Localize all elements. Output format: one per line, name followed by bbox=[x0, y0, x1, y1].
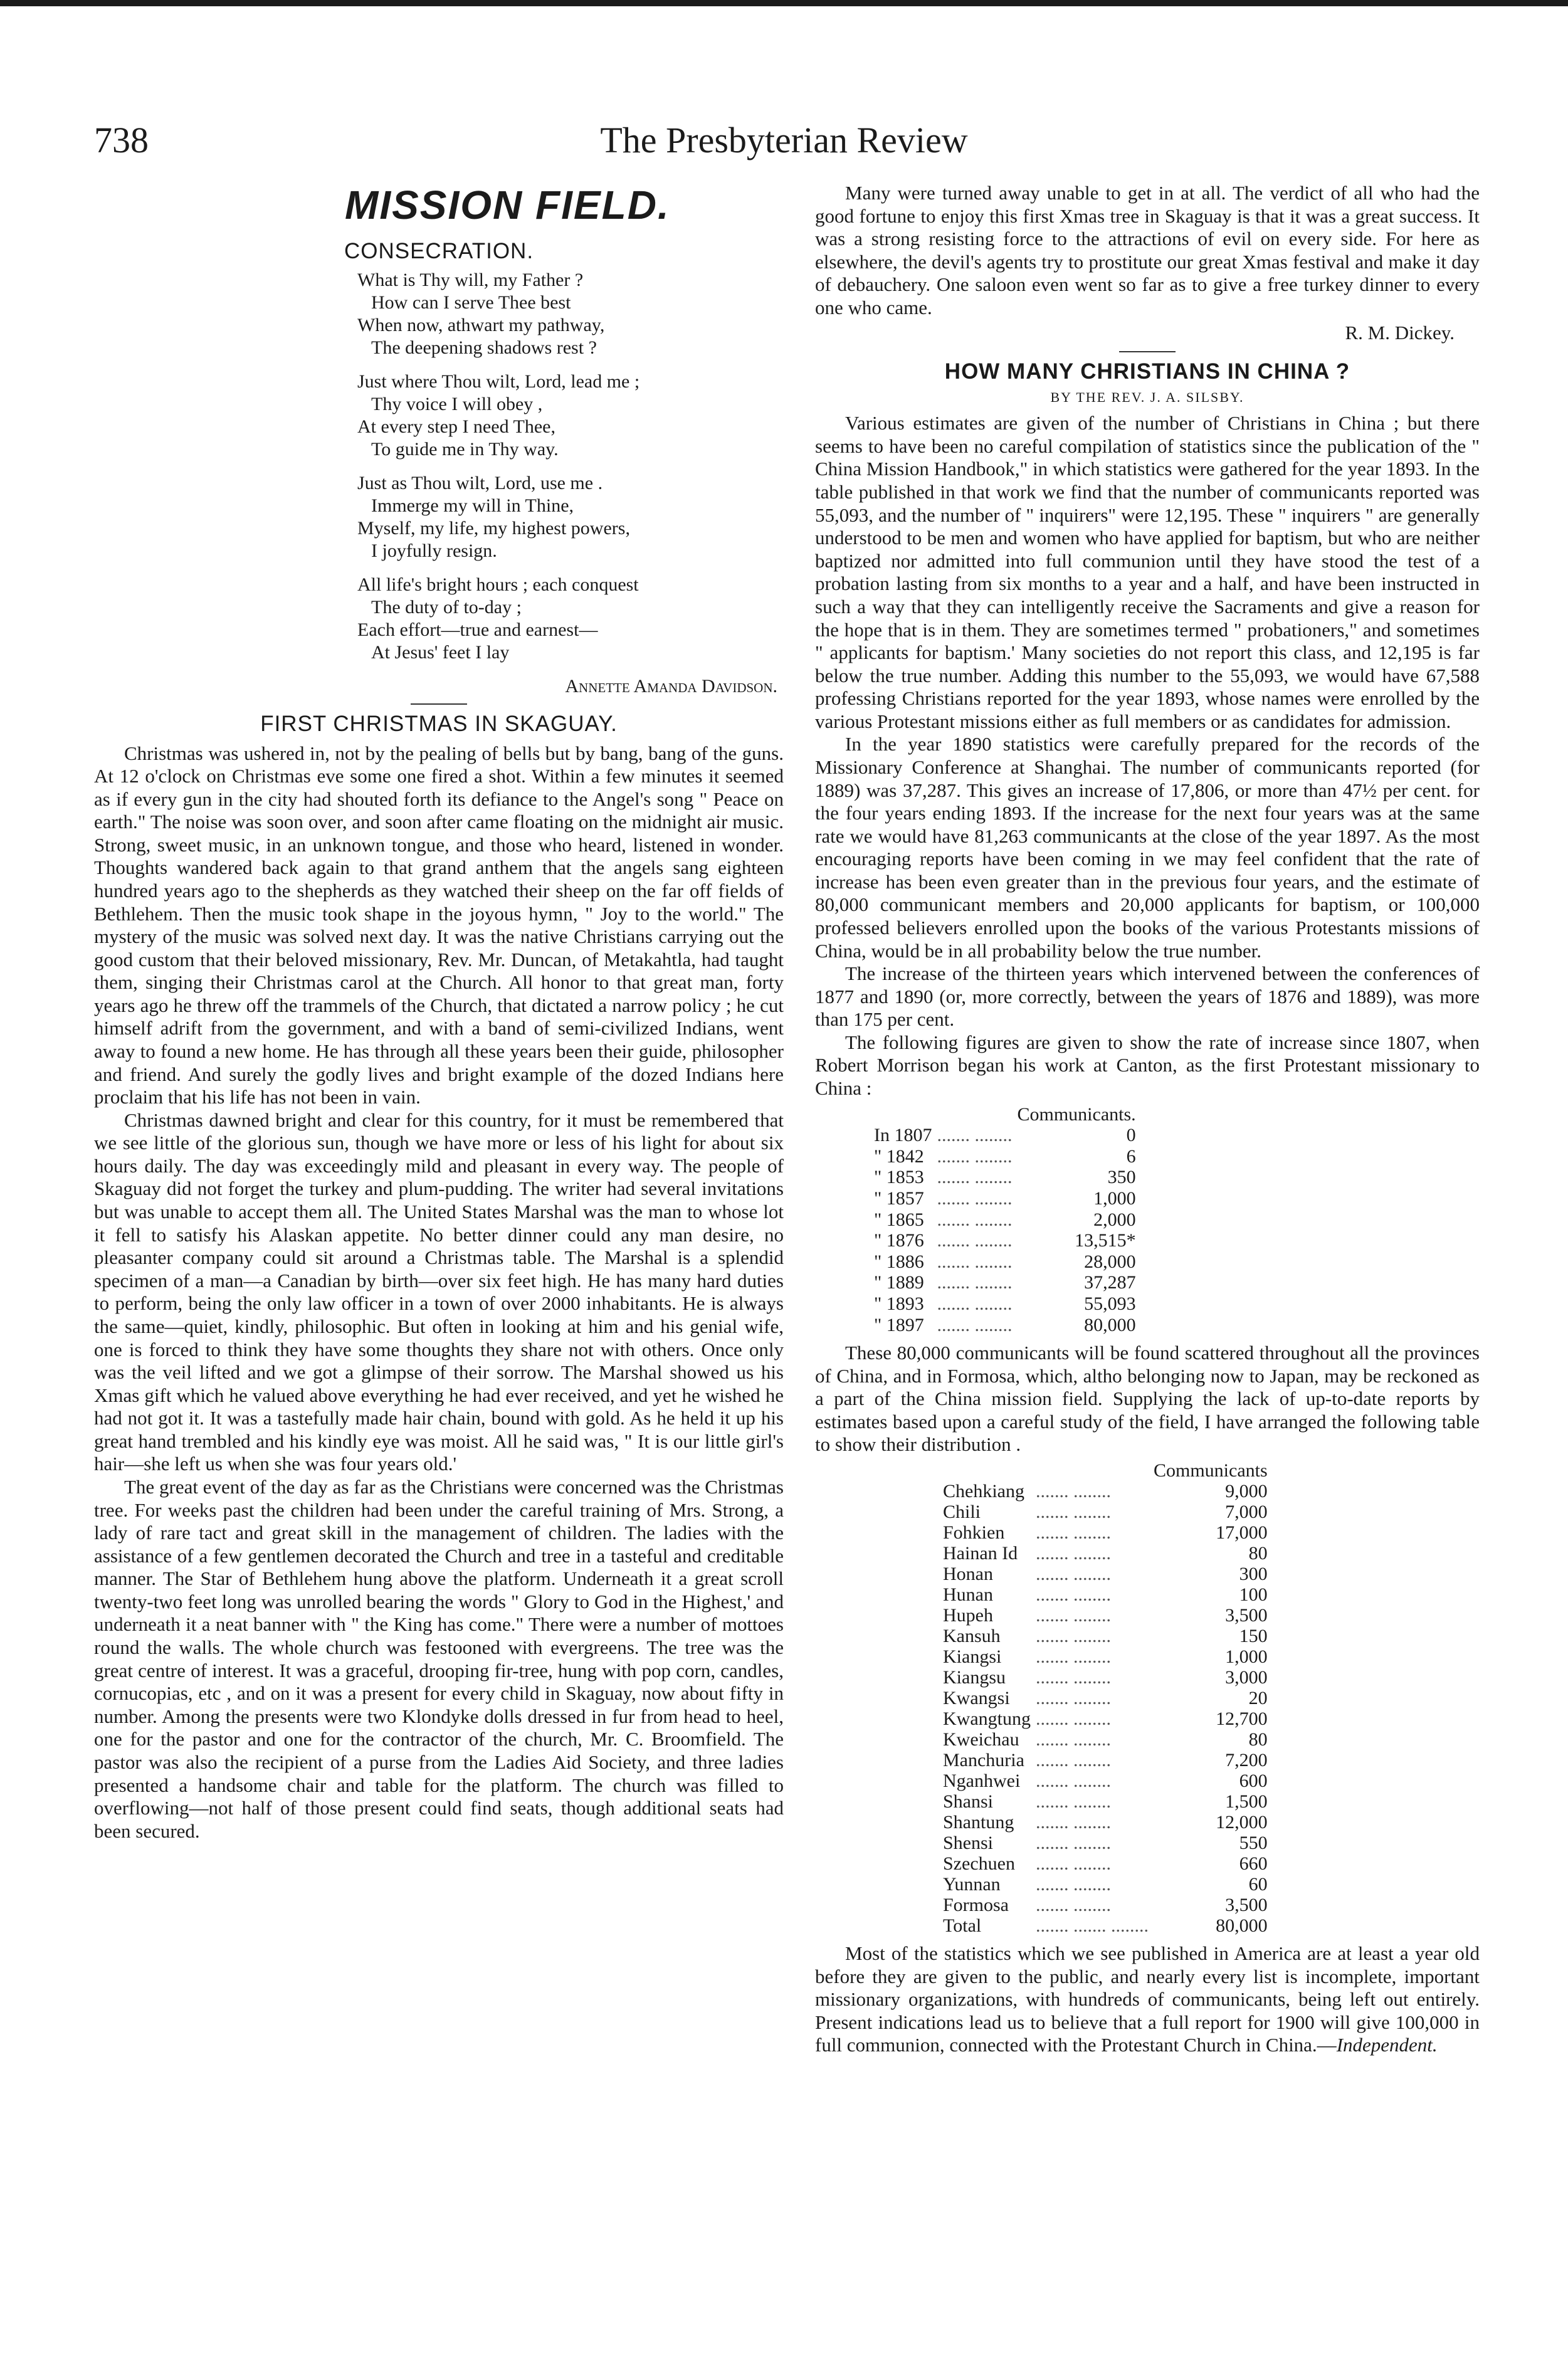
row-value: 3,000 bbox=[1225, 1667, 1268, 1688]
distribution-table bbox=[940, 1460, 1270, 1936]
leader-dots: ....... ........ bbox=[937, 1314, 1013, 1335]
table-row bbox=[940, 1750, 1270, 1771]
poem-line: What is Thy will, my Father ? bbox=[357, 269, 584, 290]
distribution-table-body bbox=[940, 1481, 1270, 1915]
row-value: 150 bbox=[1239, 1626, 1268, 1647]
table-row bbox=[940, 1564, 1270, 1584]
left-column bbox=[94, 182, 784, 1843]
poem-line: Just as Thou wilt, Lord, use me . bbox=[357, 472, 603, 493]
row-label: " 1876 bbox=[874, 1230, 924, 1251]
row-label: " 1853 bbox=[874, 1167, 924, 1188]
article-byline: BY THE REV. J. A. SILSBY. bbox=[1050, 389, 1244, 406]
leader-dots: ....... ........ bbox=[1035, 1729, 1111, 1750]
poem-line: To guide me in Thy way. bbox=[371, 438, 559, 460]
row-label: Manchuria bbox=[943, 1750, 1024, 1771]
poem-line: At every step I need Thee, bbox=[357, 416, 555, 437]
row-value: 3,500 bbox=[1225, 1895, 1268, 1916]
leader-dots: ....... ........ bbox=[1035, 1584, 1111, 1606]
leader-dots: ....... ........ bbox=[1035, 1750, 1111, 1771]
total-row bbox=[940, 1915, 1270, 1936]
table-row bbox=[940, 1481, 1270, 1502]
divider bbox=[1119, 351, 1176, 352]
leader-dots: ....... ........ bbox=[1035, 1812, 1111, 1833]
table-header: Communicants. bbox=[1017, 1103, 1136, 1125]
row-label: Kiangsi bbox=[943, 1646, 1002, 1668]
row-value: 55,093 bbox=[1084, 1293, 1136, 1314]
row-value: 0 bbox=[1126, 1125, 1136, 1146]
leader-dots: ....... ........ bbox=[1035, 1688, 1111, 1709]
leader-dots: ....... ........ bbox=[1035, 1564, 1111, 1585]
row-value: 550 bbox=[1239, 1833, 1268, 1854]
row-value: 28,000 bbox=[1084, 1251, 1136, 1272]
poem-title: CONSECRATION. bbox=[344, 238, 534, 263]
poem-line: The deepening shadows rest ? bbox=[371, 337, 597, 358]
poem-stanza bbox=[357, 472, 784, 562]
row-value: 1,500 bbox=[1225, 1791, 1268, 1813]
poem-line: The duty of to-day ; bbox=[371, 596, 522, 618]
leader-dots: ....... ....... ........ bbox=[1035, 1915, 1149, 1937]
row-value: 9,000 bbox=[1225, 1481, 1268, 1502]
poem-line: Each effort—true and earnest— bbox=[357, 619, 598, 640]
leader-dots: ....... ........ bbox=[1035, 1626, 1111, 1647]
leader-dots: ....... ........ bbox=[1035, 1481, 1111, 1502]
table-header-row bbox=[940, 1460, 1270, 1481]
article-title: FIRST CHRISTMAS IN SKAGUAY. bbox=[260, 712, 618, 737]
row-value: 100 bbox=[1239, 1584, 1268, 1606]
leader-dots: ....... ........ bbox=[1035, 1833, 1111, 1854]
divider bbox=[411, 703, 467, 705]
table-row bbox=[940, 1895, 1270, 1915]
row-label: Chehkiang bbox=[943, 1481, 1024, 1502]
poem-line: Thy voice I will obey , bbox=[371, 393, 543, 414]
row-value: 60 bbox=[1248, 1874, 1268, 1895]
poem-line: How can I serve Thee best bbox=[371, 292, 571, 313]
row-value: 80,000 bbox=[1084, 1314, 1136, 1335]
row-label: Formosa bbox=[943, 1895, 1009, 1916]
poem-line: I joyfully resign. bbox=[371, 540, 497, 561]
leader-dots: ....... ........ bbox=[937, 1272, 1013, 1293]
leader-dots: ....... ........ bbox=[937, 1230, 1013, 1251]
row-label: Fohkien bbox=[943, 1522, 1005, 1544]
table-row bbox=[940, 1771, 1270, 1791]
table-row bbox=[871, 1293, 1139, 1315]
leader-dots: ....... ........ bbox=[1035, 1522, 1111, 1544]
final-paragraph-text: Most of the statistics which we see published in America are at least a year old before they are given to the public, and nearly every list is incomplete, important missionary organizations, with hundreds of communicants, being left out entirely. Present indications lead us to believe that a full report for 1900 will give 100,000 in full communion, connected with the Protestant Church in China.— bbox=[815, 1942, 1480, 2056]
table-row bbox=[940, 1833, 1270, 1853]
article-paragraph bbox=[815, 1942, 1480, 2057]
article-paragraph: The great event of the day as far as the Christians were concerned was the Christmas tree. For weeks past the children had been under the careful training of Mrs. Strong, a lady of rare tact and great skill in the management of children. The ladies with the assistance of a few gentlemen decorated the Church and tree in a tasteful and creditable manner. The Star of Bethlehem hung above the platform. Underneath it a great scroll twenty-two feet long was unrolled bearing the words " Glory to God in the Highest,' and underneath it a neat banner with " the King has come." There were a number of mottoes round the walls. The whole church was festooned with evergreens. The tree was the great centre of interest. It was a graceful, drooping fir-tree, hung with pop corn, candles, cornucopias, etc , and on it was a present for every child in Skaguay, now about fifty in number. Among the presents were two Klondyke dolls dressed in fur from head to heel, one for the pastor and one for the contractor of the church, Mr. C. Broomfield. The pastor was also the recipient of a purse from the Ladies Aid Society, and three ladies presented a handsome chair and table for the platform. The church was filled to overflowing—not half of those present could find seats, though additional seats had been secured. bbox=[94, 1476, 784, 1842]
article-paragraph: Christmas was ushered in, not by the pealing of bells but by bang, bang of the guns. At 12 o'clock on Christmas eve some one fired a shot. Within a few minutes it seemed as if every gun in the city had shouted forth its defiance to the Angel's song " Peace on earth." The noise was soon over, and soon after came floating on the midnight air music. Strong, sweet music, in an unknown tongue, and those who heard, listened in wonder. Thoughts wandered back again to that grand anthem that the angels sang eighteen hundred years ago to the shepherds as they watched their sheep on the far off fields of Bethlehem. Then the music took shape in the joyous hymn, " Joy to the world." The mystery of the music was solved next day. It was the native Christians carrying out the good custom that their beloved missionary, Rev. Mr. Duncan, of Metakahtla, had taught them, singing their Christmas carol at the Church. All honor to that great man, forty years ago he threw off the trammels of the Church, that dictated a narrow policy ; he cut himself adrift from the government, and with a band of semi-civilized Indians, went away to found a new home. He has through all these years been their guide, philosopher and friend. And surely the godly lives and bright example of the dozed Indians here proclaim that his life has not been in vain. bbox=[94, 742, 784, 1108]
row-label: In 1807 bbox=[874, 1125, 932, 1146]
row-label: Hupeh bbox=[943, 1605, 993, 1626]
poem-line: Immerge my will in Thine, bbox=[371, 495, 574, 516]
table-row bbox=[940, 1853, 1270, 1874]
row-value: 6 bbox=[1126, 1145, 1136, 1167]
row-label: Shensi bbox=[943, 1833, 994, 1854]
leader-dots: ....... ........ bbox=[937, 1293, 1013, 1314]
article-paragraph: These 80,000 communicants will be found scattered throughout all the provinces of China, and in Formosa, which, altho belonging now to Japan, may be reckoned as a part of the China mission field. Supplying the lack of up-to-date reports by estimates based upon a careful study of the field, I have arranged the following table to show their distribution . bbox=[815, 1342, 1480, 1456]
article-signature: R. M. Dickey. bbox=[1345, 322, 1455, 344]
leader-dots: ....... ........ bbox=[937, 1188, 1013, 1209]
row-value: 17,000 bbox=[1216, 1522, 1268, 1544]
table-row bbox=[940, 1874, 1270, 1895]
row-label: " 1893 bbox=[874, 1293, 924, 1314]
row-label: Szechuen bbox=[943, 1853, 1015, 1875]
table-row bbox=[940, 1626, 1270, 1646]
top-rule bbox=[0, 0, 1568, 6]
row-value: 7,200 bbox=[1225, 1750, 1268, 1771]
table-row bbox=[940, 1812, 1270, 1833]
article-paragraph: The increase of the thirteen years which intervened between the conferences of 1877 and 1890 (or, more correctly, between the years of 1876 and 1889), was more than 175 per cent. bbox=[815, 962, 1480, 1031]
row-label: Chili bbox=[943, 1502, 981, 1523]
row-label: Hainan Id bbox=[943, 1543, 1018, 1564]
poem-stanza bbox=[357, 574, 784, 664]
table-row bbox=[871, 1315, 1139, 1336]
table-header-row bbox=[871, 1104, 1139, 1125]
table-row bbox=[940, 1605, 1270, 1626]
leader-dots: ....... ........ bbox=[937, 1145, 1013, 1167]
table-row bbox=[871, 1272, 1139, 1293]
row-value: 2,000 bbox=[1093, 1209, 1136, 1230]
leader-dots: ....... ........ bbox=[937, 1167, 1013, 1188]
page-number: 738 bbox=[94, 120, 149, 160]
row-value: 3,500 bbox=[1225, 1605, 1268, 1626]
row-value: 350 bbox=[1107, 1167, 1136, 1188]
table-row bbox=[940, 1667, 1270, 1688]
article-title: HOW MANY CHRISTIANS IN CHINA ? bbox=[944, 359, 1350, 384]
page-header bbox=[94, 119, 1474, 169]
article-paragraph: Many were turned away unable to get in at all. The verdict of all who had the good fortune to enjoy this first Xmas tree in Skaguay is that it was a great success. It was a strong resisting force to the attractions of evil on every side. For here as elsewhere, the devil's agents try to prostitute our great Xmas festival and make it day of debauchery. One saloon even went so far as to give a free turkey dinner to every one who came. bbox=[815, 182, 1480, 318]
row-label: Kiangsu bbox=[943, 1667, 1006, 1688]
article-paragraph: The following figures are given to show the rate of increase since 1807, when Robert Morrison began his work at Canton, as the first Protestant missionary to China : bbox=[815, 1031, 1480, 1100]
leader-dots: ....... ........ bbox=[937, 1209, 1013, 1230]
row-value: 37,287 bbox=[1084, 1272, 1136, 1293]
leader-dots: ....... ........ bbox=[937, 1251, 1013, 1272]
row-label: Honan bbox=[943, 1564, 993, 1585]
row-value: 1,000 bbox=[1225, 1646, 1268, 1668]
row-value: 80 bbox=[1248, 1729, 1268, 1750]
leader-dots: ....... ........ bbox=[1035, 1646, 1111, 1668]
poem-line: All life's bright hours ; each conquest bbox=[357, 574, 639, 595]
row-value: 12,000 bbox=[1216, 1812, 1268, 1833]
article-paragraph: Various estimates are given of the number of Christians in China ; but there seems to have been no careful compilation of statistics since the publication of the " China Mission Handbook," in which statistics were gathered for the year 1893. In the table published in that work we find that the number of communicants reported was 55,093, and the number of " inquirers" were 12,195. These " inquirers " are generally understood to be men and women who have applied for baptism, but who are neither baptized nor admitted into full communion until they have stood the test of a probation lasting from six months to a year and a half, and have been instructed in such a way that they can intelligently receive the Sacraments and give a reason for the hope that is in them. They are sometimes termed " probationers," and sometimes " applicants for baptism.' Many societies do not report this class, and 12,195 is far below the true number. Adding this number to the 55,093, we would have 67,588 professing Christians reported for the year 1893, whose names were enrolled by the various Protestant missions either as full members or as candidates for admission. bbox=[815, 412, 1480, 732]
row-label: " 1865 bbox=[874, 1209, 924, 1230]
article-paragraph: In the year 1890 statistics were carefully prepared for the records of the Missionary Conference at Shanghai. The number of communicants reported (for 1889) was 37,287. This gives an increase of 17,806, or more than 47½ per cent. for the four years ending 1893. If the increase for the next four years was at the same rate we would have 81,263 communicants at the close of the year 1897. As the most encouraging reports have been coming in we may feel confident that the rate of increase has been even greater than in the previous four years, and the estimate of 80,000 communicant members and 20,000 applicants for baptism, or 100,000 professed believers enrolled upon the books of the various Protestants missions of China, would be in all probability below the true number. bbox=[815, 733, 1480, 962]
section-title: MISSION FIELD. bbox=[345, 182, 670, 228]
poem-stanza bbox=[357, 371, 784, 461]
table-row bbox=[940, 1729, 1270, 1750]
row-label: Shansi bbox=[943, 1791, 994, 1813]
poem-stanza bbox=[357, 269, 784, 359]
row-label: Shantung bbox=[943, 1812, 1014, 1833]
source-credit: Independent. bbox=[1336, 2034, 1438, 2056]
leader-dots: ....... ........ bbox=[937, 1125, 1013, 1146]
row-label: " 1897 bbox=[874, 1314, 924, 1335]
table-row bbox=[871, 1146, 1139, 1167]
poem bbox=[357, 269, 784, 664]
leader-dots: ....... ........ bbox=[1035, 1853, 1111, 1875]
poem-author: Annette Amanda Davidson. bbox=[565, 675, 777, 697]
table-row bbox=[871, 1251, 1139, 1273]
row-label: " 1857 bbox=[874, 1188, 924, 1209]
table-row bbox=[871, 1167, 1139, 1188]
poem-line: Just where Thou wilt, Lord, lead me ; bbox=[357, 371, 640, 392]
growth-table-body bbox=[871, 1125, 1139, 1335]
table-row bbox=[940, 1543, 1270, 1564]
row-value: 12,700 bbox=[1216, 1708, 1268, 1730]
row-value: 600 bbox=[1239, 1771, 1268, 1792]
row-label: " 1842 bbox=[874, 1145, 924, 1167]
table-row bbox=[871, 1209, 1139, 1231]
article-paragraph: Christmas dawned bright and clear for this country, for it must be remembered that we see little of the glorious sun, though we have more or less of his light for about six hours daily. The day was exceedingly mild and pleasant in every way. The people of Skaguay did not forget the turkey and plum-pudding. The writer had several invitations but was unable to accept them all. The United States Marshal was the man to whose lot it fell to satisfy his Alaskan appetite. No better dinner could any man desire, no pleasanter company could sit around a Christmas table. The Marshal is a splendid specimen of a man—a Canadian by birth—over six feet high. He has many hard duties to perform, being the only law officer in a town of over 2000 inhabitants. He is always the same—quiet, kindly, philosophic. But often in looking at him and his genial wife, one is forced to think they have some thoughts they share not with others. Once only was the veil lifted and we got a glimpse of their sorrow. The Marshal showed us his Xmas gift which he valued above everything he had ever received, and yet he wished he had not got it. It was a tastefully made hair chain, bound with gold. As he held it up his great hand trembled and his kindly eye was moist. All he said was, " It is our little girl's hair—she left us when she was four years old.' bbox=[94, 1108, 784, 1475]
table-row bbox=[871, 1188, 1139, 1209]
growth-table bbox=[871, 1104, 1139, 1336]
row-label: Kwangtung bbox=[943, 1708, 1031, 1730]
row-label: Yunnan bbox=[943, 1874, 1001, 1895]
row-label: " 1889 bbox=[874, 1272, 924, 1293]
table-row bbox=[940, 1522, 1270, 1543]
table-row bbox=[871, 1230, 1139, 1251]
running-head: The Presbyterian Review bbox=[600, 120, 968, 160]
table-row bbox=[940, 1708, 1270, 1729]
leader-dots: ....... ........ bbox=[1035, 1874, 1111, 1895]
leader-dots: ....... ........ bbox=[1035, 1502, 1111, 1523]
leader-dots: ....... ........ bbox=[1035, 1667, 1111, 1688]
row-value: 13,515* bbox=[1075, 1230, 1136, 1251]
row-label: Hunan bbox=[943, 1584, 993, 1606]
table-row bbox=[940, 1646, 1270, 1667]
leader-dots: ....... ........ bbox=[1035, 1605, 1111, 1626]
row-value: 80 bbox=[1248, 1543, 1268, 1564]
row-label: Kansuh bbox=[943, 1626, 1001, 1647]
right-column bbox=[815, 182, 1480, 2057]
poem-line: At Jesus' feet I lay bbox=[371, 641, 510, 663]
table-row bbox=[940, 1791, 1270, 1812]
leader-dots: ....... ........ bbox=[1035, 1543, 1111, 1564]
poem-line: Myself, my life, my highest powers, bbox=[357, 517, 630, 539]
leader-dots: ....... ........ bbox=[1035, 1771, 1111, 1792]
poem-line: When now, athwart my pathway, bbox=[357, 314, 605, 335]
table-row bbox=[940, 1502, 1270, 1522]
row-label: Kweichau bbox=[943, 1729, 1019, 1750]
row-value: 20 bbox=[1248, 1688, 1268, 1709]
table-row bbox=[871, 1125, 1139, 1146]
total-label: Total bbox=[943, 1915, 982, 1937]
row-label: " 1886 bbox=[874, 1251, 924, 1272]
row-value: 300 bbox=[1239, 1564, 1268, 1585]
table-header: Communicants bbox=[1153, 1460, 1268, 1481]
row-value: 1,000 bbox=[1093, 1188, 1136, 1209]
row-value: 7,000 bbox=[1225, 1502, 1268, 1523]
table-row bbox=[940, 1688, 1270, 1708]
row-value: 660 bbox=[1239, 1853, 1268, 1875]
row-label: Kwangsi bbox=[943, 1688, 1010, 1709]
table-row bbox=[940, 1584, 1270, 1605]
row-label: Nganhwei bbox=[943, 1771, 1021, 1792]
leader-dots: ....... ........ bbox=[1035, 1708, 1111, 1730]
leader-dots: ....... ........ bbox=[1035, 1791, 1111, 1813]
leader-dots: ....... ........ bbox=[1035, 1895, 1111, 1916]
total-value: 80,000 bbox=[1216, 1915, 1268, 1937]
